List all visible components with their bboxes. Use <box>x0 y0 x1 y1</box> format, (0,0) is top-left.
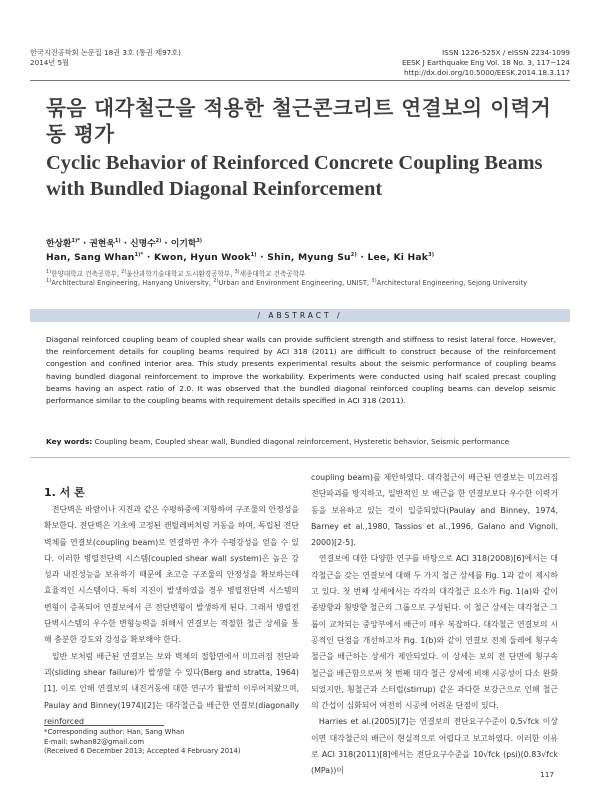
email-line <box>44 738 241 748</box>
authors-korean: 한상환$^{1)*}$ · 권현욱$^{1)}$ · 신명수$^{2)}$ · 이기학$^{3)}$ <box>46 238 203 249</box>
affiliation: Architectural Engineering, Hanyang University, <box>51 279 212 287</box>
email-link[interactable]: swhan82@gmail.com <box>70 737 145 746</box>
affiliation-mark: 3) <box>234 268 240 275</box>
journal-volume: EESK J Earthquake Eng Vol. 18 No. 3, 117~124 <box>402 58 570 67</box>
page-number: 117 <box>540 770 554 779</box>
footnote-divider <box>44 725 164 726</box>
paragraph: 연결보에 대한 다양한 연구를 바탕으로 ACI 318(2008)[6]에서는 대각철근을 갖는 연결보에 대해 두 가지 철근 상세를 Fig. 1과 같이 제시하고 있다. 첫 번째 상세에서는 각각의 대각철근 요소가 Fig. 1(a)와 같이 종방향과 횡방향 철근의 그룹으로 구성된다. 이 철근 상세는 대각철근 그룹이 교차되는 중앙부에서 배근이 매우 복잡하다. 대각철근 연결보의 시공적인 단점을 개선하고자 Fig. 1(b)와 같이 연결보 전체 둘레에 횡구속 철근을 배근하는 상세가 제안되었다. 이 상세는 보의 전 단면에 횡구속 철근을 배근함으로써 첫 번째 대각 철근 상세에 비해 시공성이 다소 완화되었지만, 횡철근과 스터럽(stirrup) 같은 과다한 보강근으로 인해 철근의 간섭이 심화되어 여전히 시공에 어려운 단점이 있다. <box>311 554 558 711</box>
paragraph: 일반 보처럼 배근된 연결보는 보와 벽체의 접합면에서 미끄러짐 전단파괴(sliding shear failure)가 발생할 수 있다(Berg and stratta, 1964)[1]. 이로 인해 연결보의 내진거동에 대한 연구가 활발히 이루어져왔으며, Paulay and Binney(1974)[2]는 대각철근을 배근한 연결보(diagonally reinforced <box>44 651 299 726</box>
body-column-right <box>311 470 558 780</box>
paragraph: 전단벽은 바람이나 지진과 같은 수평하중에 저항하여 구조물의 안정성을 확보한다. 전단벽은 기초에 고정된 캔틸레버처럼 거동을 하며, 독립된 전단벽체를 연결보(coupling beam)로 연결하면 추가 수평강성을 얻을 수 있다. 이러한 병렬전단벽 시스템(coupled shear wall system)은 높은 강성과 내진성능을 보유하기 때문에 초고층 구조물의 안정성을 확보하는데 효율적인 시스템이다. 특히 지진이 발생하였을 경우 병렬전단벽 시스템의 변형이 증폭되어 연결보에서 큰 전단변형이 발생하게 된다. 그래서 병렬전단벽시스템의 우수한 변형능력을 위해서 연결보는 적절한 철근 상세를 통해 충분한 강도와 강성을 확보해야 한다. <box>44 505 299 645</box>
paragraph: Harries et al.(2005)[7]는 연결보의 전단요구수준이 0.5√fck 이상이면 대각철근의 배근이 현실적으로 어렵다고 보고하였다. 이러한 이유로 ACI 318(2011)[8]에서는 전단요구수준을 10√fck (psi)(0.83√fck (MPa))이 <box>311 717 558 776</box>
doi-link[interactable]: http://dx.doi.org/10.5000/EESK.2014.18.3.117 <box>404 68 570 77</box>
affiliation-mark: 2) <box>121 268 127 275</box>
author-mark: 1)* <box>134 251 144 258</box>
title-korean: 묶음 대각철근을 적용한 철근콘크리트 연결보의 이력거동 평가 <box>46 96 552 146</box>
author-name: Lee, Ki Hak <box>367 252 429 263</box>
author-mark: 1)* <box>71 238 80 245</box>
title-english: Cyclic Behavior of Reinforced Concrete Coupling Beams with Bundled Diagonal Reinforcement <box>46 152 543 200</box>
author-mark: 2) <box>350 251 357 258</box>
abstract-text: Diagonal reinforced coupling beam of coupled shear walls can provide sufficient strength and stiffness to resist lateral force. However, the reinforcement details for coupling beams required by ACI 318 (2011) are difficult to construct because of the reinforcement congestion and confined interior area. This study presents experimental results about the seismic performance of coupling beams having bundled diagonal reinforcement to improve the workability. Experiments were conducted using half scaled precast coupling beams having an aspect ratio of 2.0. It was observed that the bundled diagonal reinforced coupling beams can develop seismic performance similar to the coupling beams with requirement details specified in ACI 318 (2011). <box>46 335 556 406</box>
affiliations-english <box>46 279 527 287</box>
author-mark: 3) <box>196 238 203 245</box>
author-name: 권현욱 <box>89 239 115 249</box>
authors-english: Han, Sang Whan$^{1)*}$ · Kwon, Hyun Wook$^{1)}$ · Shin, Myung $Su^{2)}$ · Lee, Ki Hak$^{3)}$ <box>46 251 435 263</box>
issn: ISSN 1226-525X / eISSN 2234-1099 <box>442 48 570 57</box>
abstract-heading: / ABSTRACT / <box>30 309 570 322</box>
affiliation: 세종대학교 건축공학부 <box>239 270 306 278</box>
header-divider <box>30 80 570 81</box>
affiliation: 한양대학교 건축공학부, <box>51 270 120 278</box>
corresponding-author <box>44 728 241 738</box>
journal-issue: 한국지진공학회 논문집 18권 3호 (통권 제97호) <box>30 48 181 57</box>
affiliation-mark: 3) <box>371 277 377 284</box>
author-name: 한상환 <box>46 239 72 249</box>
corresponding-author-footnote <box>44 728 241 757</box>
affiliation-mark: 2) <box>213 277 219 284</box>
author-name: Kwon, Hyun Wook <box>153 252 251 263</box>
footnote-label: *Corresponding author: <box>44 728 125 736</box>
affiliation-mark: 1) <box>46 268 52 275</box>
affiliation: Urban and Environment Engineering, UNIST, <box>218 279 370 287</box>
journal-date: 2014년 5월 <box>30 58 70 67</box>
author-name: Han, Sang Whan <box>46 252 135 263</box>
author-mark: 2) <box>155 238 162 245</box>
received-dates: (Received 6 December 2013; Accepted 4 February 2014) <box>44 747 241 755</box>
paragraph: coupling beam)를 제안하였다. 대각철근이 배근된 연결보는 미끄러짐 전단파괴를 방지하고, 일반적인 보 배근을 한 연결보보다 우수한 이력거동을 보유하고 있는 것이 입증되었다(Paulay and Binney, 1974, Barney et al.,1980, Tassios et al.,1996, Galano and Vignoli, 2000)[2-5]. <box>311 473 558 548</box>
body-column-left <box>44 502 299 730</box>
affiliation-mark: 1) <box>46 277 52 284</box>
affiliation: 울산과학기술대학교 도시환경공학부, <box>126 270 233 278</box>
journal-info-left <box>30 48 181 68</box>
author-mark: 3) <box>428 251 435 258</box>
author-name: 이기학 <box>170 239 197 249</box>
email-label: E-mail: <box>44 737 68 746</box>
affiliation: Architectural Engineering, Sejong University <box>376 279 528 287</box>
author-name: 신명수 <box>130 239 156 249</box>
author-mark: 1) <box>250 251 257 258</box>
author-name: Shin, Myung Su <box>267 252 351 263</box>
keywords-label: Key words: <box>46 437 93 446</box>
footnote-name: Han, Sang Whan <box>126 728 185 736</box>
keywords <box>46 437 556 446</box>
section-heading: 1. 서 론 <box>44 486 85 499</box>
author-mark: 1) <box>114 238 121 245</box>
keywords-list: Coupling beam, Coupled shear wall, Bundled diagonal reinforcement, Hysteretic behavior, Seismic performance <box>94 437 510 446</box>
abstract-divider <box>30 457 570 458</box>
affiliations-korean <box>46 268 305 278</box>
journal-info-right <box>402 48 570 78</box>
